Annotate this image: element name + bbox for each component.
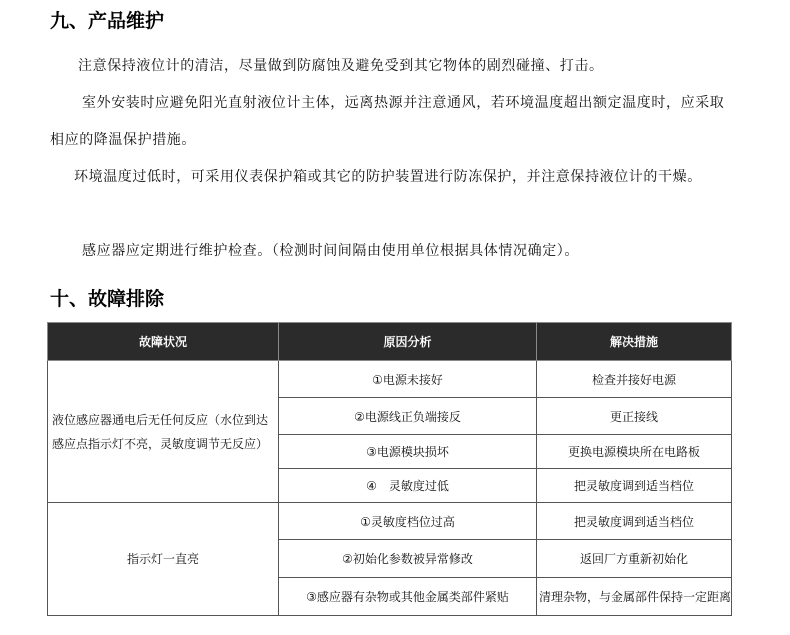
solution-cell: 检查并接好电源 bbox=[537, 361, 732, 398]
cause-cell: ④ 灵敏度过低 bbox=[279, 469, 537, 503]
maintenance-paragraph-1: 注意保持液位计的清洁，尽量做到防腐蚀及避免受到其它物体的剧烈碰撞、打击。 bbox=[78, 58, 604, 74]
cause-cell: ②电源线正负端接反 bbox=[279, 398, 537, 435]
cause-cell: ③感应器有杂物或其他金属类部件紧贴 bbox=[279, 578, 537, 616]
solution-cell: 把灵敏度调到适当档位 bbox=[537, 469, 732, 503]
section-9-title: 九、产品维护 bbox=[50, 10, 165, 32]
solution-cell: 更正接线 bbox=[537, 398, 732, 435]
section-10-title: 十、故障排除 bbox=[50, 288, 165, 310]
cause-cell: ③电源模块损坏 bbox=[279, 435, 537, 469]
header-cause: 原因分析 bbox=[279, 323, 537, 361]
cause-cell: ①灵敏度档位过高 bbox=[279, 503, 537, 540]
maintenance-paragraph-3: 环境温度过低时，可采用仪表保护箱或其它的防护装置进行防冻保护，并注意保持液位计的干燥。 bbox=[74, 169, 702, 185]
maintenance-paragraph-4: 感应器应定期进行维护检查。（检测时间间隔由使用单位根据具体情况确定）。 bbox=[82, 243, 579, 259]
solution-cell: 返回厂方重新初始化 bbox=[537, 540, 732, 578]
header-symptom: 故障状况 bbox=[48, 323, 279, 361]
table-row bbox=[48, 361, 732, 398]
table-row bbox=[48, 503, 732, 540]
troubleshooting-table bbox=[47, 322, 732, 616]
solution-cell: 清理杂物，与金属部件保持一定距离 bbox=[537, 578, 732, 616]
solution-cell: 更换电源模块所在电路板 bbox=[537, 435, 732, 469]
solution-cell: 把灵敏度调到适当档位 bbox=[537, 503, 732, 540]
cause-cell: ①电源未接好 bbox=[279, 361, 537, 398]
symptom-cell: 指示灯一直亮 bbox=[48, 503, 279, 616]
header-solution: 解决措施 bbox=[537, 323, 732, 361]
table-header-row bbox=[48, 323, 732, 361]
symptom-cell: 液位感应器通电后无任何反应（水位到达感应点指示灯不亮，灵敏度调节无反应） bbox=[48, 361, 279, 503]
cause-cell: ②初始化参数被异常修改 bbox=[279, 540, 537, 578]
maintenance-paragraph-2: 室外安装时应避免阳光直射液位计主体，远离热源并注意通风，若环境温度超出额定温度时，应采取相应的降温保护措施。 bbox=[50, 95, 725, 148]
